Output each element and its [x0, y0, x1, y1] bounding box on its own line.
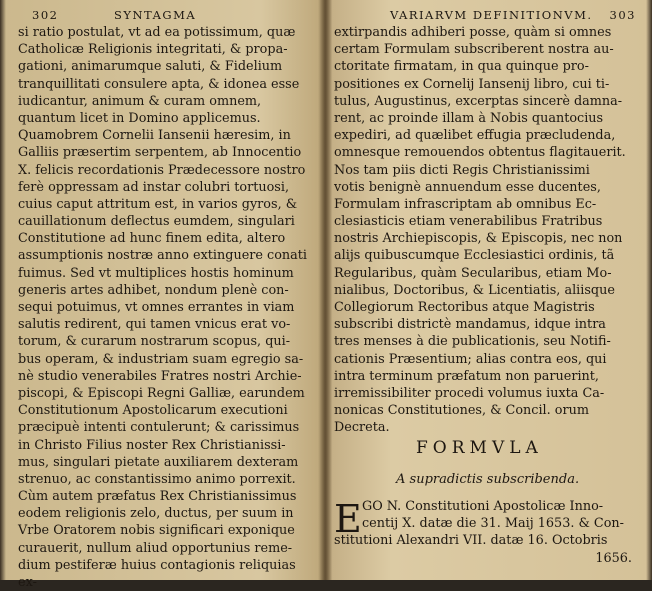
left-running-head: [32, 8, 302, 24]
right-page: [328, 0, 652, 580]
text-line: Constitutionum Apostolicarum executioni: [18, 403, 288, 419]
formula-heading: FORMVLA: [416, 438, 543, 458]
text-line: votis benignè annuendum esse ducentes,: [334, 179, 601, 195]
text-line: Cùm autem præfatus Rex Christianissimus: [18, 489, 297, 505]
text-line: in Christo Filius noster Rex Christianissi-: [18, 437, 286, 453]
text-line: Formulam infrascriptam ab omnibus Ec-: [334, 196, 597, 212]
formula-text: [334, 498, 640, 567]
text-line: gationi, animarumque saluti, & Fidelium: [18, 59, 283, 75]
text-line: si ratio postulat, vt ad ea potissimum, quæ: [18, 25, 296, 40]
left-body-text: [18, 24, 318, 591]
text-line: Catholicæ Religionis integritati, & propa-: [18, 42, 288, 58]
right-body-text: [334, 24, 640, 437]
formula-line: centij X. datæ die 31. Maij 1653. & Con-: [362, 516, 624, 532]
text-line: iudicantur, animum & curam omnem,: [18, 93, 262, 109]
text-line: rent, ac proinde illam à Nobis quantocius: [334, 110, 604, 126]
text-line: fuimus. Sed vt multiplices hostis hominum: [18, 265, 294, 281]
text-line: quantum licet in Domino applicemus.: [18, 110, 261, 126]
text-line: ctoritate firmatam, in qua quinque pro-: [334, 59, 589, 75]
text-line: alijs quibuscumque Ecclesiastici ordinis, tã: [334, 248, 615, 264]
right-page-number: 303: [609, 8, 636, 22]
text-line: ferè oppressam ad instar colubri tortuosi,: [18, 179, 290, 195]
text-line: positiones ex Cornelij Iansenij libro, cui ti-: [334, 76, 610, 92]
formula-line: 1656.: [595, 550, 632, 566]
text-line: Regularibus, quàm Secularibus, etiam Mo-: [334, 265, 612, 281]
text-line: mus, singulari pietate auxiliarem dexteram: [18, 454, 299, 470]
text-line: nostris Archiepiscopis, & Episcopis, nec non: [334, 231, 623, 247]
text-line: sequi potuimus, vt omnes errantes in viam: [18, 300, 295, 315]
text-line: intra terminum præfatum non paruerint,: [334, 368, 599, 384]
page-edge-left: [0, 0, 6, 580]
text-line: cationis Præsentium; alias contra eos, qui: [334, 351, 607, 367]
text-line: extirpandis adhiberi posse, quàm si omnes: [334, 25, 612, 40]
formula-subheading: A supradictis subscribenda.: [396, 472, 580, 487]
text-line: certam Formulam subscriberent nostra au-: [334, 42, 614, 58]
text-line: Galliis præsertim serpentem, ab Innocentio: [18, 145, 302, 161]
text-line: cauillationum deflectus eumdem, singulari: [18, 214, 295, 230]
text-line: irremissibiliter procedi volumus iuxta Ca-: [334, 385, 605, 401]
text-line: tres menses à die publicationis, seu Notifi-: [334, 334, 611, 350]
text-line: clesiasticis etiam venerabilibus Fratribus: [334, 214, 603, 230]
text-line: tranquillitati consulere apta, & idonea esse: [18, 76, 300, 92]
text-line: strenuo, ac constantissimo animo porrexit.: [18, 471, 296, 487]
left-page: [0, 0, 322, 590]
formula-line: stitutioni Alexandri VII. datæ 16. Octobris: [334, 533, 608, 549]
drop-cap: E: [334, 497, 362, 541]
text-line: salutis redirent, qui tamen vnicus erat vo-: [18, 317, 291, 333]
text-line: Constitutione ad hunc finem edita, altero: [18, 231, 286, 247]
right-running-head: [332, 8, 642, 24]
text-line: X. felicis recordationis Prædecessore nostro: [18, 162, 306, 178]
text-line: Nos tam piis dicti Regis Christianissimi: [334, 162, 590, 178]
right-running-title: VARIARVM DEFINITIONVM.: [390, 8, 593, 22]
text-line: ex-: [18, 575, 37, 590]
formula-line: GO N. Constitutioni Apostolicæ Inno-: [362, 499, 604, 514]
text-line: torum, & curarum nostrarum scopus, qui-: [18, 334, 291, 350]
left-page-number: 302: [32, 8, 59, 22]
text-line: Decreta.: [334, 420, 390, 436]
left-running-title: SYNTAGMA: [114, 8, 197, 22]
text-line: bus operam, & industriam suam egregio sa-: [18, 351, 304, 367]
text-line: subscribi districtè mandamus, idque intra: [334, 317, 606, 333]
text-line: nonicas Constitutiones, & Concil. orum: [334, 403, 589, 419]
text-line: piscopi, & Episcopi Regni Galliæ, earundem: [18, 385, 305, 401]
text-line: curauerit, nullum aliud opportunius reme-: [18, 540, 293, 556]
text-line: dium pestiferæ huius contagionis reliquias: [18, 557, 296, 573]
text-line: tulus, Augustinus, excerptas sincerè damna-: [334, 93, 623, 109]
text-line: eodem religionis zelo, ductus, per suum in: [18, 506, 294, 522]
page-edge-right: [646, 0, 652, 580]
text-line: omnesque remouendos obtentus flagitauerit.: [334, 145, 626, 161]
text-line: Collegiorum Rectoribus atque Magistris: [334, 300, 595, 315]
text-line: Vrbe Oratorem nobis significari exponique: [18, 523, 295, 539]
text-line: cuius caput attritum est, in varios gyros, &: [18, 196, 298, 212]
text-line: Quamobrem Cornelii Iansenii hæresim, in: [18, 128, 291, 144]
text-line: generis artes adhibet, nondum plenè con-: [18, 282, 289, 298]
text-line: assumptionis nostræ anno extinguere conati: [18, 248, 308, 264]
text-line: expediri, ad quælibet effugia præcludenda,: [334, 128, 616, 144]
text-line: nialibus, Doctoribus, & Licentiatis, aliisque: [334, 282, 615, 298]
text-line: nè studio venerabiles Fratres nostri Archie-: [18, 368, 302, 384]
text-line: præcipuè intenti contulerunt; & carissimus: [18, 420, 300, 436]
